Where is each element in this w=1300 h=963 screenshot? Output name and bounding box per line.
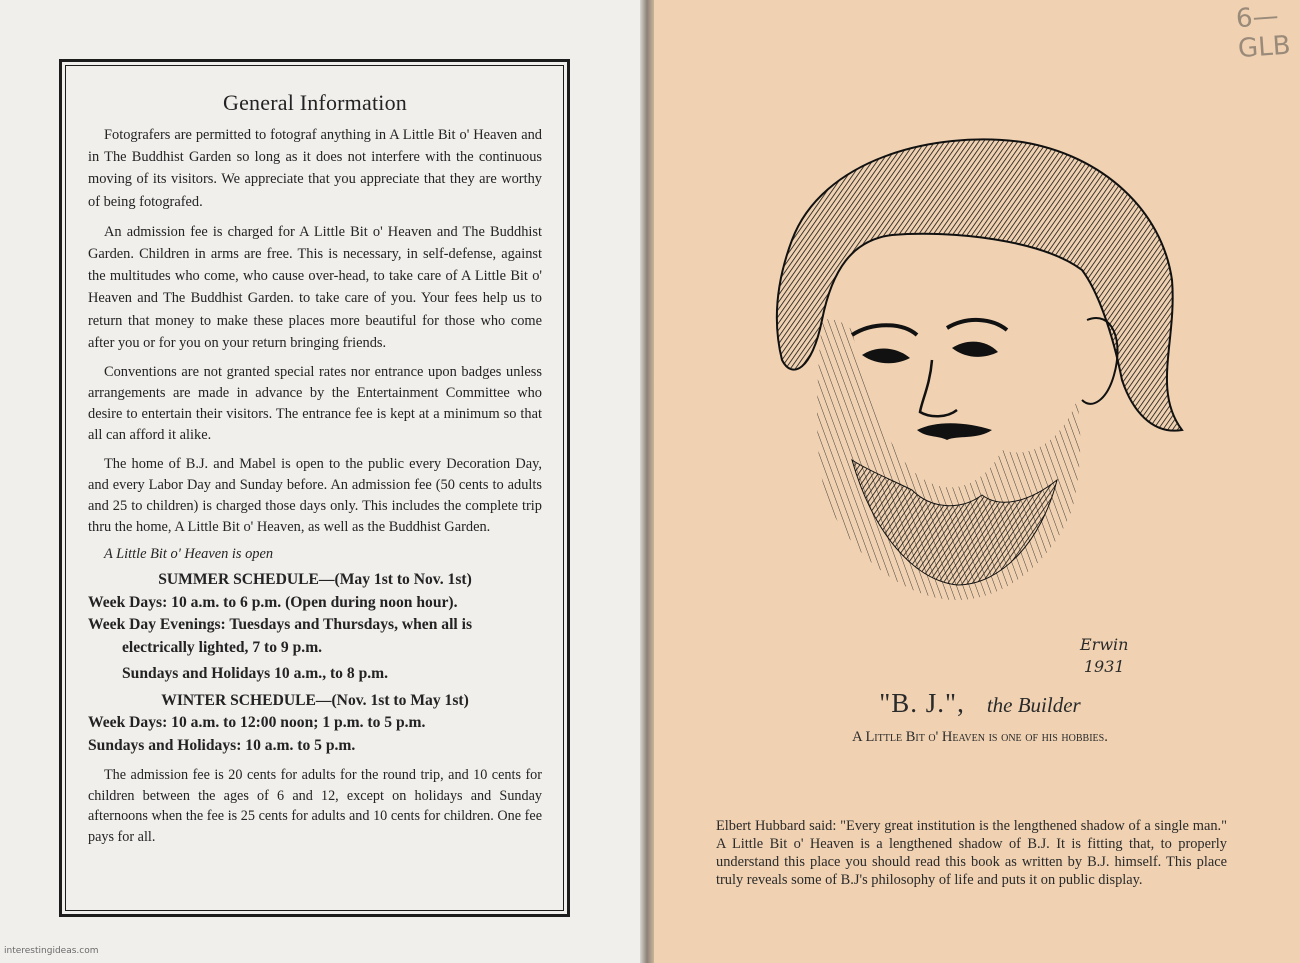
portrait-caption [760,688,1200,746]
paragraph-fee-note: The admission fee is 20 cents for adults for the round trip, and 10 cents for children between the ages of 6 and 12, except on holidays and Sunday afternoons when the fee is 25 cents for adults and 10 cents for children. One fee pays for all. [88,767,542,845]
hubbard-quote-paragraph: Elbert Hubbard said: "Every great institution is the lengthened shadow of a single man." A Little Bit o' Heaven is a lengthened shadow of B.J. It is fitting that, to properly understand this place you should read this book as written by B.J. himself. This place truly reveals some of B.J's philosophy of life and puts it on public display. [716,818,1227,888]
summer-evenings: Week Day Evenings: Tuesdays and Thursdays, when all is electrically lighted, 7 to 9 p.m. [88,616,473,656]
signature-year: 1931 [1083,657,1125,676]
left-brow [852,325,917,335]
artist-signature [1080,634,1128,678]
summer-sundays: Sundays and Holidays 10 a.m., to 8 p.m. [122,665,389,683]
paragraph-conventions: Conventions are not granted special rates nor entrance upon badges unless arrangements are made in advance by the Entertainment Committee who desire to entertain their visitors. The entrance fee is kept at a minimum so that all can afford it alike. [88,364,542,444]
winter-schedule-heading: WINTER SCHEDULE—(Nov. 1st to May 1st) [161,691,469,709]
signature-name: Erwin [1080,635,1129,654]
pencil-note: 6— GLB [1234,1,1292,65]
right-brow [947,320,1007,330]
page-title: General Information [222,90,407,115]
paragraph-fotografers: Fotografers are permitted to fotograf anything in A Little Bit o' Heaven and in The Buddhist Garden so long as it does not interfere with the continuous moving of its visitors. We appreciate that you appreciate that they are worthy of being fotografed. [88,127,542,210]
caption-subtitle: A Little Bit o' Heaven is one of his hobbies. [852,729,1108,745]
caption-role: the Builder [986,693,1081,717]
watermark-credit: interestingideas.com [4,946,99,956]
general-information-panel [88,90,542,855]
winter-week-days: Week Days: 10 a.m. to 12:00 noon; 1 p.m. to 5 p.m. [88,714,426,732]
open-line: A Little Bit o' Heaven is open [104,546,274,563]
left-eye [862,349,910,364]
right-eye [952,342,998,357]
nose-line [920,360,957,416]
paragraph-home: The home of B.J. and Mabel is open to the public every Decoration Day, and every Labor Day and Sunday before. An admission fee (50 cents to adults and 25 to children) is charged those days only. This includes the complete trip thru the home, A Little Bit o' Heaven, as well as the Buddhist Garden. [88,456,542,536]
book-gutter [640,0,654,963]
summer-week-days: Week Days: 10 a.m. to 6 p.m. (Open during noon hour). [88,593,458,611]
summer-schedule-heading: SUMMER SCHEDULE—(May 1st to Nov. 1st) [158,571,472,589]
paragraph-admission: An admission fee is charged for A Little Bit o' Heaven and The Buddhist Garden. Children in arms are free. This is necessary, in self-defense, against the multitudes who come, who cause over-head, to take care of A Little Bit o' Heaven and The Buddhist Garden. to take care of you. Your fees help us to return that money to make these places more beautiful for those who come after you or for you on your return bringing friends. [88,223,542,351]
caption-name: "B. J.", [879,688,965,718]
portrait-illustration [752,130,1192,610]
mustache-shape [917,423,992,440]
winter-sundays: Sundays and Holidays: 10 a.m. to 5 p.m. [88,736,356,754]
